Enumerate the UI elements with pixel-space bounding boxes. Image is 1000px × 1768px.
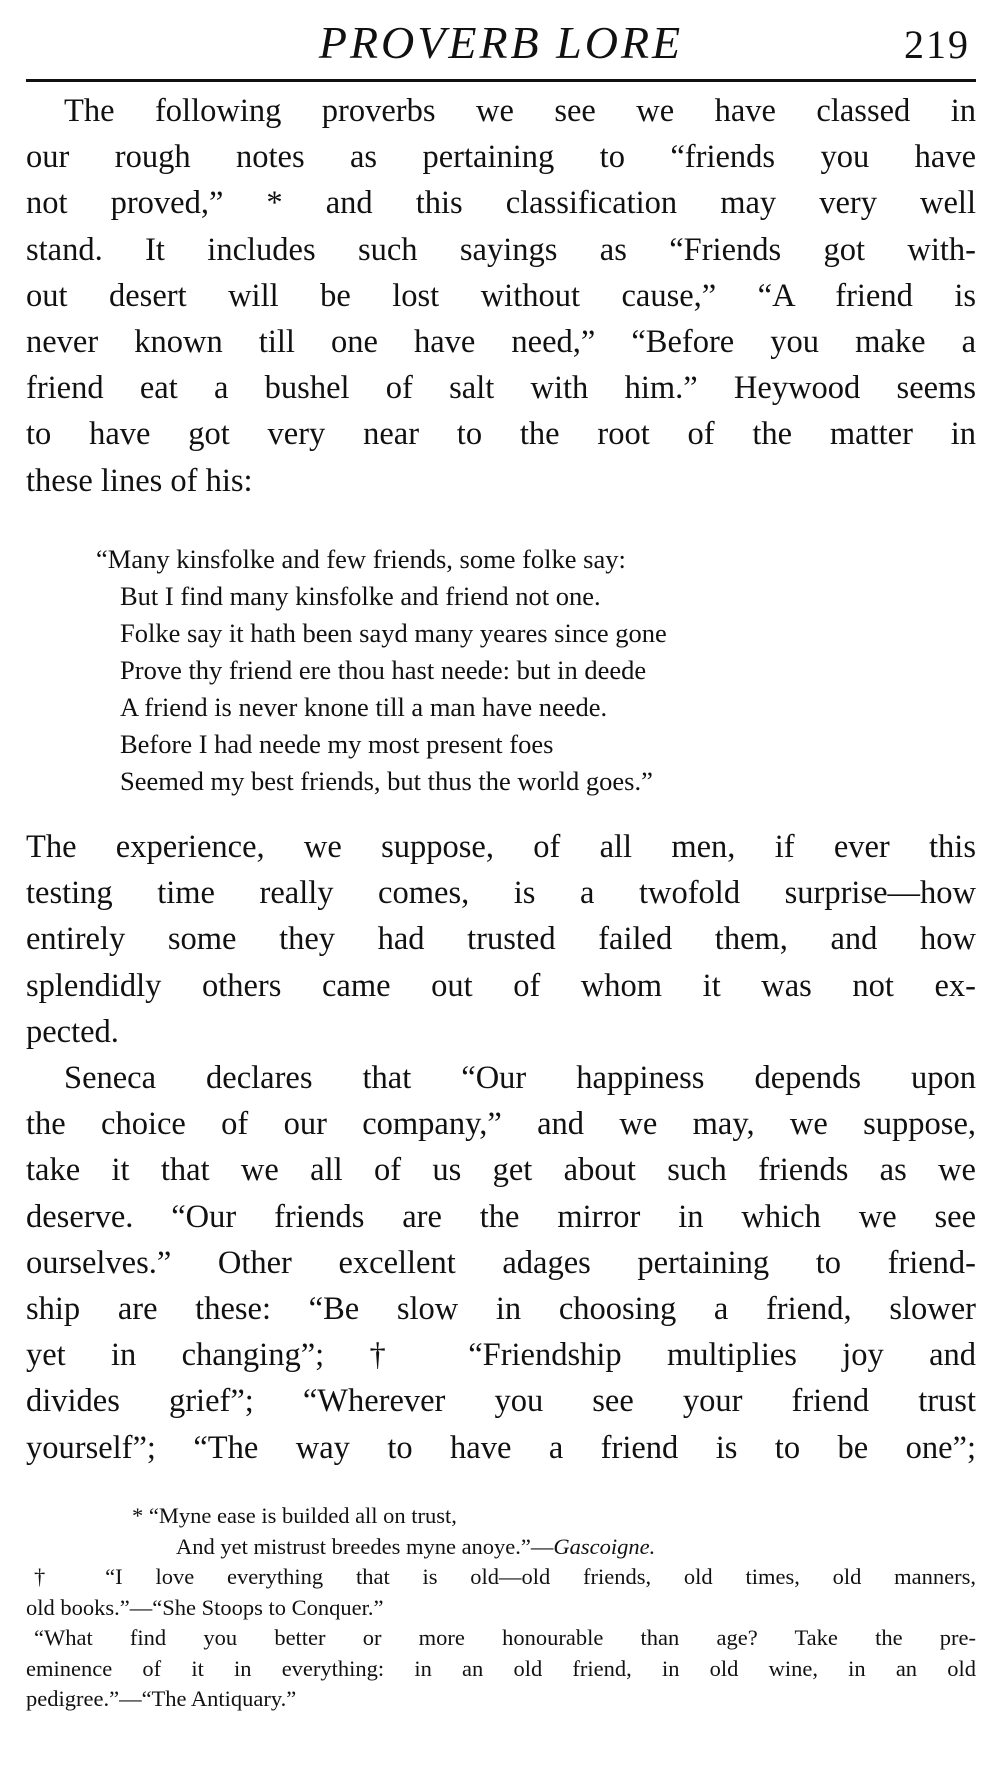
text-line: to have got very near to the root of the matter in	[26, 416, 976, 453]
text-line: ship are these: “Be slow in choosing a friend, slower	[26, 1291, 976, 1328]
text-line: take it that we all of us get about such friends as we	[26, 1152, 976, 1189]
text-line: deserve. “Our friends are the mirror in which we see	[26, 1198, 976, 1235]
page-header	[26, 12, 976, 74]
verse-line: Before I had neede my most present foes	[120, 729, 554, 759]
page-number: 219	[904, 22, 970, 67]
paragraph-1	[26, 88, 976, 504]
text-line: ourselves.” Other excellent adages pertaining to friend-	[26, 1244, 976, 1281]
text-line: The experience, we suppose, of all men, if ever this	[26, 829, 976, 865]
verse-line: Folke say it hath been sayd many yeares since gone	[120, 618, 667, 648]
text-line: yourself”; “The way to have a friend is to be one”;	[26, 1429, 976, 1466]
text-line: friend eat a bushel of salt with him.” Heywood seems	[26, 370, 976, 407]
footnote-dagger-line: † “I love everything that is old—old friends, old times, old manners,	[34, 1564, 976, 1589]
text-line: yet in changing”; † “Friendship multiplies joy and	[26, 1337, 976, 1374]
footnote-antiquary-line: pedigree.”—“The Antiquary.”	[26, 1686, 297, 1711]
text-line: our rough notes as pertaining to “friends you have	[26, 139, 976, 176]
running-title: PROVERB LORE	[318, 17, 684, 68]
paragraph-2	[26, 824, 976, 1055]
footnote-star-line	[26, 1532, 976, 1563]
verse-line: But I find many kinsfolke and friend not one.	[120, 581, 601, 611]
text-line: the choice of our company,” and we may, we suppose,	[26, 1106, 976, 1143]
text-line: not proved,” * and this classification may very well	[26, 185, 976, 222]
footnote-antiquary-line: eminence of it in everything: in an old friend, in old wine, in an old	[26, 1655, 976, 1681]
text-line: entirely some they had trusted failed them, and how	[26, 921, 976, 958]
footnote-star-line: * “Myne ease is builded all on trust,	[132, 1503, 457, 1528]
text-line: stand. It includes such sayings as “Friends got with-	[26, 231, 976, 268]
footnotes	[26, 1501, 976, 1715]
verse-line: Prove thy friend ere thou hast neede: but in deede	[120, 655, 647, 685]
text-line: these lines of his:	[26, 462, 253, 499]
text-line: The following proverbs we see we have classed in	[64, 93, 976, 129]
paragraph-3	[26, 1055, 976, 1471]
verse-line: Seemed my best friends, but thus the world goes.”	[120, 766, 653, 796]
text-line: never known till one have need,” “Before you make a	[26, 324, 976, 361]
text-line: divides grief”; “Wherever you see your friend trust	[26, 1383, 976, 1420]
header-rule	[26, 79, 976, 82]
text-line: pected.	[26, 1013, 119, 1050]
verse-line: “Many kinsfolke and few friends, some folke say:	[96, 544, 626, 574]
text-line: Seneca declares that “Our happiness depends upon	[64, 1060, 976, 1096]
footnote-star-text: And yet mistrust breedes myne anoye.”—	[176, 1533, 554, 1559]
text-line: out desert will be lost without cause,” “A friend is	[26, 277, 976, 314]
text-line: testing time really comes, is a twofold surprise—how	[26, 875, 976, 912]
footnote-attribution: Gascoigne.	[553, 1533, 656, 1559]
verse-line: A friend is never knone till a man have neede.	[120, 692, 608, 722]
footnote-antiquary-line: “What find you better or more honourable than age? Take the pre-	[34, 1625, 976, 1650]
verse-quotation	[96, 541, 956, 800]
footnote-dagger-line: old books.”—“She Stoops to Conquer.”	[26, 1594, 384, 1620]
text-line: splendidly others came out of whom it was not ex-	[26, 967, 976, 1004]
